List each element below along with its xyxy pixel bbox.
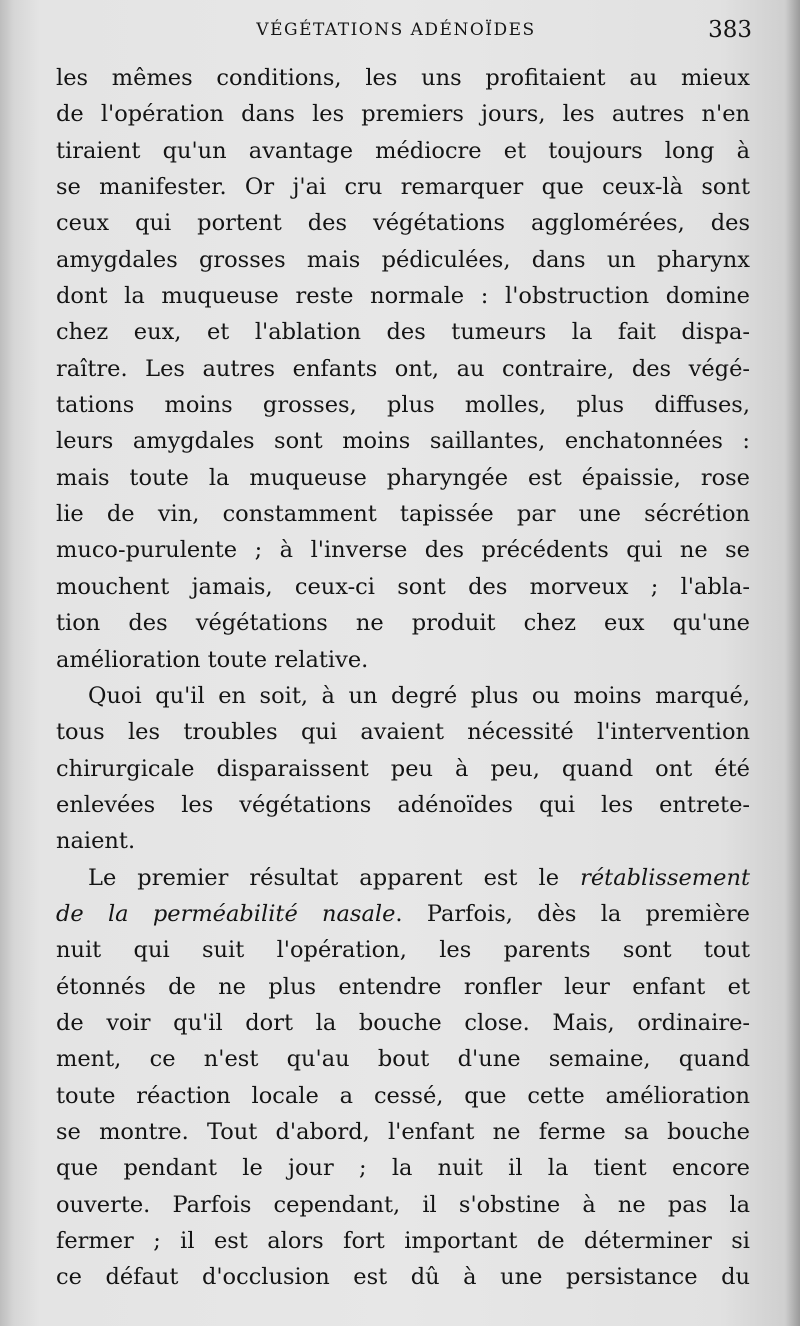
text-line: leurs amygdales sont moins saillantes, enchatonnées : (56, 428, 750, 455)
text-line: se montre. Tout d'abord, l'enfant ne ferme sa bouche (56, 1118, 750, 1145)
text-segment: Le premier résultat apparent est le (88, 864, 581, 891)
text-line: enlevées les végétations adénoïdes qui les entrete- (56, 791, 750, 818)
paragraph-end-line: naient. (56, 828, 136, 855)
text-line: de voir qu'il dort la bouche close. Mais, ordinaire- (56, 1009, 750, 1036)
text-line (56, 896, 750, 932)
text-line: chirurgicale disparaissent peu à peu, quand ont été (56, 755, 750, 782)
emphasized-text: rétablissement (580, 864, 750, 891)
emphasized-text: de la perméabilité nasale (56, 900, 396, 927)
text-line: mouchent jamais, ceux-ci sont des morveux ; l'abla- (56, 573, 750, 600)
text-line: chez eux, et l'ablation des tumeurs la fait dispa- (56, 319, 750, 346)
text-line: que pendant le jour ; la nuit il la tient encore (56, 1155, 750, 1182)
text-line: tous les troubles qui avaient nécessité l'intervention (56, 719, 750, 746)
text-line: nuit qui suit l'opération, les parents sont tout (56, 937, 750, 964)
text-line: toute réaction locale a cessé, que cette amélioration (56, 1082, 750, 1109)
text-line: ce défaut d'occlusion est dû à une persistance du (56, 1264, 750, 1291)
text-line: ouverte. Parfois cependant, il s'obstine à ne pas la (56, 1191, 750, 1218)
text-line: tations moins grosses, plus molles, plus diffuses, (56, 392, 750, 419)
text-line: lie de vin, constamment tapissée par une sécrétion (56, 501, 750, 528)
paragraph-end-line: amélioration toute relative. (56, 646, 369, 673)
text-line: tion des végétations ne produit chez eux qu'une (56, 610, 750, 637)
text-line: se manifester. Or j'ai cru remarquer que ceux-là sont (56, 174, 750, 201)
text-line: amygdales grosses mais pédiculées, dans un pharynx (56, 246, 750, 273)
text-line: raître. Les autres enfants ont, au contraire, des végé- (56, 355, 750, 382)
text-line: mais toute la muqueuse pharyngée est épaissie, rose (56, 464, 750, 491)
text-line: ment, ce n'est qu'au bout d'une semaine, quand (56, 1046, 750, 1073)
body-text (56, 60, 750, 1296)
text-line: tiraient qu'un avantage médiocre et toujours long à (56, 137, 750, 164)
text-segment: . Parfois, dès la première (395, 900, 750, 927)
paragraph-start-line (56, 860, 750, 896)
text-line: dont la muqueuse reste normale : l'obstruction domine (56, 283, 750, 310)
text-line: étonnés de ne plus entendre ronfler leur enfant et (56, 973, 750, 1000)
page-number: 383 (708, 17, 752, 43)
page-header (40, 17, 752, 47)
paragraph-start-line: Quoi qu'il en soit, à un degré plus ou moins marqué, (88, 682, 750, 709)
text-line: ceux qui portent des végétations agglomérées, des (56, 210, 750, 237)
text-line: de l'opération dans les premiers jours, les autres n'en (56, 101, 750, 128)
text-line: fermer ; il est alors fort important de déterminer si (56, 1228, 750, 1254)
running-title: VÉGÉTATIONS ADÉNOÏDES (256, 20, 536, 40)
text-line: les mêmes conditions, les uns profitaient au mieux (56, 65, 750, 91)
text-line: muco-purulente ; à l'inverse des précédents qui ne se (56, 537, 750, 564)
